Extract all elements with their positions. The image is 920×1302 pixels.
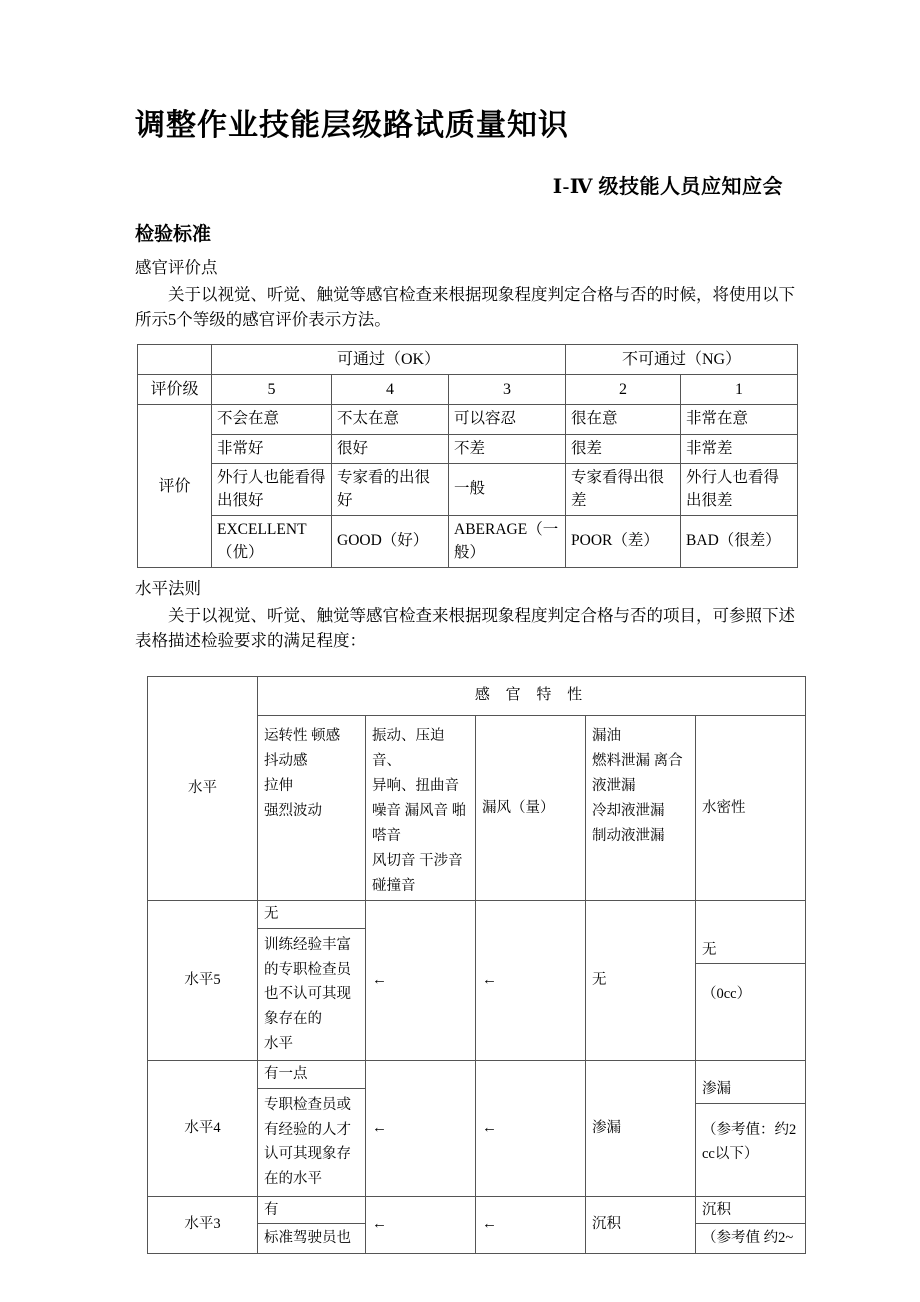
char-col-2-line-1: 振动、压迫音、	[372, 727, 445, 769]
grade-4: 4	[332, 375, 449, 405]
level4-col1-nested	[258, 1061, 365, 1195]
level3-col1-body-line-1: 标准驾驶员也	[264, 1230, 351, 1247]
table-row-grades	[138, 375, 798, 405]
paragraph-1-line-1: 关于以视觉、听觉、触觉等感官检查来根据现象程度判定合格与否的时候，	[168, 284, 713, 304]
level5-col1-body-line-5: 水平	[264, 1035, 293, 1052]
char-col-1-line-4: 强烈波动	[264, 802, 322, 819]
eval-r4-c3: ABERAGE（一般）	[449, 516, 566, 568]
level5-col1-nested	[258, 901, 365, 1060]
char-col-2-line-4: 嗒音	[372, 827, 401, 844]
char-col-1-line-2: 抖动感	[264, 752, 308, 769]
eval-r1-c5: 非常在意	[681, 405, 798, 434]
eval-r2-c5: 非常差	[681, 434, 798, 463]
level4-col1	[258, 1061, 366, 1196]
page-subtitle: Ⅰ-Ⅳ 级技能人员应知应会	[552, 176, 783, 198]
level4-col5-body: （参考值：约2cc以下）	[702, 1121, 797, 1163]
char-col-4-line-1: 漏油	[592, 727, 621, 744]
grade-1: 1	[681, 375, 798, 405]
level3-col5	[696, 1196, 806, 1253]
eval-r4-c2: GOOD（好）	[332, 516, 449, 568]
level5-col1-body-line-4: 象存在的	[264, 1011, 322, 1028]
level3-col3-arrow: ←	[476, 1196, 586, 1253]
level-label-4: 水平4	[148, 1061, 258, 1196]
level3-col2-arrow: ←	[366, 1196, 476, 1253]
level4-col3-arrow: ←	[476, 1061, 586, 1196]
eval-r3-c1: 外行人也能看得出很好	[212, 464, 332, 516]
level3-col4: 沉积	[586, 1196, 696, 1253]
char-col-4	[586, 715, 696, 901]
level-label-5: 水平5	[148, 901, 258, 1061]
corner-cell	[138, 344, 212, 374]
level3-col1	[258, 1196, 366, 1253]
table2-row-level4	[148, 1061, 806, 1196]
eval-r3-c4: 专家看得出很差	[566, 464, 681, 516]
level4-col5-nested	[696, 1076, 805, 1181]
page-title: 调整作业技能层级路试质量知识	[135, 108, 569, 143]
char-col-5: 水密性	[696, 715, 806, 901]
level5-col5-nested	[696, 937, 805, 1025]
subheading-sensory-evaluation-point: 感官评价点	[135, 257, 218, 277]
char-col-1	[258, 715, 366, 901]
char-col-1-line-3: 拉伸	[264, 777, 293, 794]
level5-col1-body-line-2: 的专职检查员	[264, 961, 351, 978]
level3-col5-top: 沉积	[696, 1197, 805, 1224]
level5-col1	[258, 901, 366, 1061]
level3-col1-nested	[258, 1197, 365, 1253]
paragraph-2-line-1: 关于以视觉、听觉、触觉等感官检查来根据现象程度判定合格与否的项目，	[168, 605, 713, 625]
grade-2: 2	[566, 375, 681, 405]
section-heading-inspection-standard: 检验标准	[135, 223, 212, 245]
row-label-evaluation: 评价	[138, 405, 212, 568]
level5-col5-body: （0cc）	[702, 986, 752, 1003]
group-header-ng: 不可通过（NG）	[566, 344, 798, 374]
level4-col1-body-line-2: 有经验的人才	[264, 1121, 351, 1138]
char-col-2-line-6: 碰撞音	[372, 877, 416, 894]
level3-col5-nested	[696, 1197, 805, 1253]
row-label-grade: 评价级	[138, 375, 212, 405]
eval-r2-c2: 很好	[332, 434, 449, 463]
grade-3: 3	[449, 375, 566, 405]
eval-r1-c2: 不太在意	[332, 405, 449, 434]
eval-r3-c3: 一般	[449, 464, 566, 516]
char-col-4-line-2: 燃料泄漏 离合	[592, 752, 683, 769]
level3-col1-top: 有	[258, 1197, 365, 1224]
level4-col5	[696, 1061, 806, 1196]
level4-col1-body	[258, 1088, 365, 1195]
level4-col1-body-line-3: 认可其现象存	[264, 1146, 351, 1163]
char-col-2	[366, 715, 476, 901]
level4-col1-top: 有一点	[258, 1061, 365, 1088]
table-row-eval-4	[138, 516, 798, 568]
grade-5: 5	[212, 375, 332, 405]
char-col-3: 漏风（量）	[476, 715, 586, 901]
table2-row-header	[148, 677, 806, 716]
paragraph-1-line-2: 将使用以下所示5个等级的感官评价表示方法。	[135, 284, 795, 329]
level-label-3: 水平3	[148, 1196, 258, 1253]
table-row-group-header	[138, 344, 798, 374]
eval-r1-c1: 不会在意	[212, 405, 332, 434]
level4-col2-arrow: ←	[366, 1061, 476, 1196]
level3-col5-body: （参考值 约2~	[702, 1230, 794, 1247]
group-header-ok: 可通过（OK）	[212, 344, 566, 374]
level3-col1-body	[258, 1224, 365, 1253]
level5-col2-arrow: ←	[366, 901, 476, 1061]
char-col-4-line-3: 液泄漏	[592, 777, 636, 794]
char-col-4-line-4: 冷却液泄漏	[592, 802, 665, 819]
level5-col3-arrow: ←	[476, 901, 586, 1061]
eval-r4-c4: POOR（差）	[566, 516, 681, 568]
level4-col1-body-line-4: 在的水平	[264, 1170, 322, 1187]
level5-col4: 无	[586, 901, 696, 1061]
char-col-2-line-3: 噪音 漏风音 啪	[372, 802, 467, 819]
level5-col5-top: 无	[696, 937, 805, 964]
table-row-eval-3	[138, 464, 798, 516]
sensory-evaluation-table	[137, 344, 798, 568]
char-col-4-line-5: 制动液泄漏	[592, 827, 665, 844]
level5-col1-body-line-1: 训练经验丰富	[264, 937, 351, 954]
level-table-wrapper	[147, 676, 795, 1254]
table2-row-level3	[148, 1196, 806, 1253]
level4-col1-body-line-1: 专职检查员或	[264, 1096, 351, 1113]
level4-col5-top: 渗漏	[696, 1076, 805, 1103]
char-col-2-line-5: 风切音 干涉音	[372, 852, 463, 869]
subheading-level-rule: 水平法则	[135, 579, 201, 599]
eval-r2-c4: 很差	[566, 434, 681, 463]
eval-r2-c1: 非常好	[212, 434, 332, 463]
col-header-sensory-characteristics: 感 官 特 性	[258, 677, 806, 716]
level5-col5	[696, 901, 806, 1061]
eval-r3-c2: 专家看的出很好	[332, 464, 449, 516]
table2-row-level5	[148, 901, 806, 1061]
eval-r3-c5: 外行人也看得出很差	[681, 464, 798, 516]
paragraph-2-line-2: 可参照下述表格描述检验要求的满足程度：	[135, 605, 795, 651]
col-header-level: 水平	[148, 677, 258, 901]
table-row-eval-2	[138, 434, 798, 463]
paragraph-2	[135, 601, 795, 653]
eval-r4-c1: EXCELLENT（优）	[212, 516, 332, 568]
eval-r2-c3: 不差	[449, 434, 566, 463]
paragraph-1	[135, 280, 795, 332]
level5-col1-body-line-3: 也不认可其现	[264, 986, 351, 1003]
level5-col1-body	[258, 929, 365, 1061]
page-content	[135, 0, 795, 1254]
eval-r1-c4: 很在意	[566, 405, 681, 434]
char-col-2-line-2: 异响、扭曲音	[372, 777, 459, 794]
char-col-1-line-1: 运转性 顿感	[264, 727, 341, 744]
sensory-characteristics-level-table	[147, 676, 806, 1254]
level4-col4: 渗漏	[586, 1061, 696, 1196]
level5-col1-top: 无	[258, 901, 365, 928]
eval-r4-c5: BAD（很差）	[681, 516, 798, 568]
table-row-eval-1	[138, 405, 798, 434]
eval-r1-c3: 可以容忍	[449, 405, 566, 434]
